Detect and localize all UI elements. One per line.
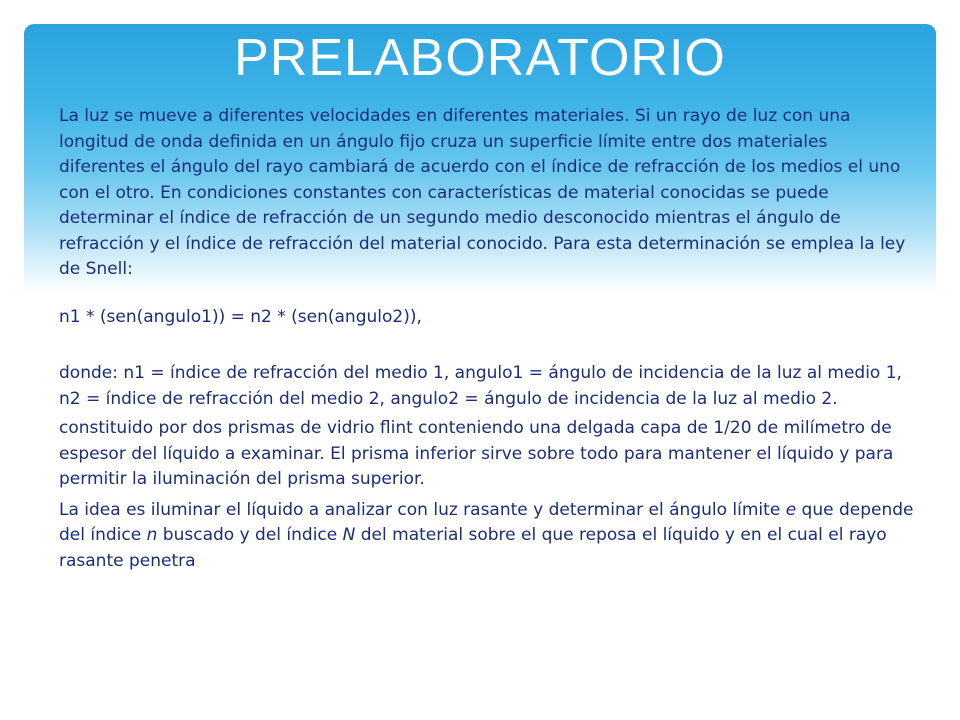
snell-formula: n1 * (sen(angulo1)) = n2 * (sen(angulo2)), bbox=[59, 306, 422, 327]
slide-body bbox=[59, 104, 917, 574]
idea-text-part2: que depende del índice bbox=[59, 499, 914, 545]
idea-paragraph bbox=[59, 498, 917, 575]
symbol-n: n bbox=[146, 525, 158, 545]
idea-text-part4: del material sobre el que reposa el líquido y en el cual el rayo rasante penetra bbox=[59, 525, 887, 571]
intro-paragraph: La luz se mueve a diferentes velocidades en diferentes materiales. Si un rayo de luz con una longitud de onda definida en un ángulo fijo cruza un superficie límite entre dos materiales diferentes el ángulo del rayo cambiará de acuerdo con el índice de refracción de los medios el uno con el otro. En condiciones constantes con características de material conocidas se puede determinar el índice de refracción de un segundo medio desconocido mientras el ángulo de refracción y el índice de refracción del material conocido. Para esta determinación se emplea la ley de Snell: bbox=[59, 106, 906, 279]
idea-text-part1: La idea es iluminar el líquido a analizar con luz rasante y determinar el ángulo límite bbox=[59, 499, 786, 520]
symbol-N: N bbox=[342, 525, 356, 545]
symbol-e: e bbox=[785, 499, 797, 520]
slide-title: PRELABORATORIO bbox=[234, 29, 726, 87]
idea-text-part3: buscado y del índice bbox=[157, 525, 343, 545]
definitions-paragraph: donde: n1 = índice de refracción del medio 1, angulo1 = ángulo de incidencia de la luz al medio 1, n2 = índice de refracción del medio 2, angulo2 = ángulo de incidencia de la luz al medio 2. bbox=[59, 363, 902, 409]
prisms-paragraph: constituido por dos prismas de vidrio flint conteniendo una delgada capa de 1/20 de milímetro de espesor del líquido a examinar. El prisma inferior sirve sobre todo para mantener el líquido y para permitir la iluminación del prisma superior. bbox=[59, 418, 894, 489]
